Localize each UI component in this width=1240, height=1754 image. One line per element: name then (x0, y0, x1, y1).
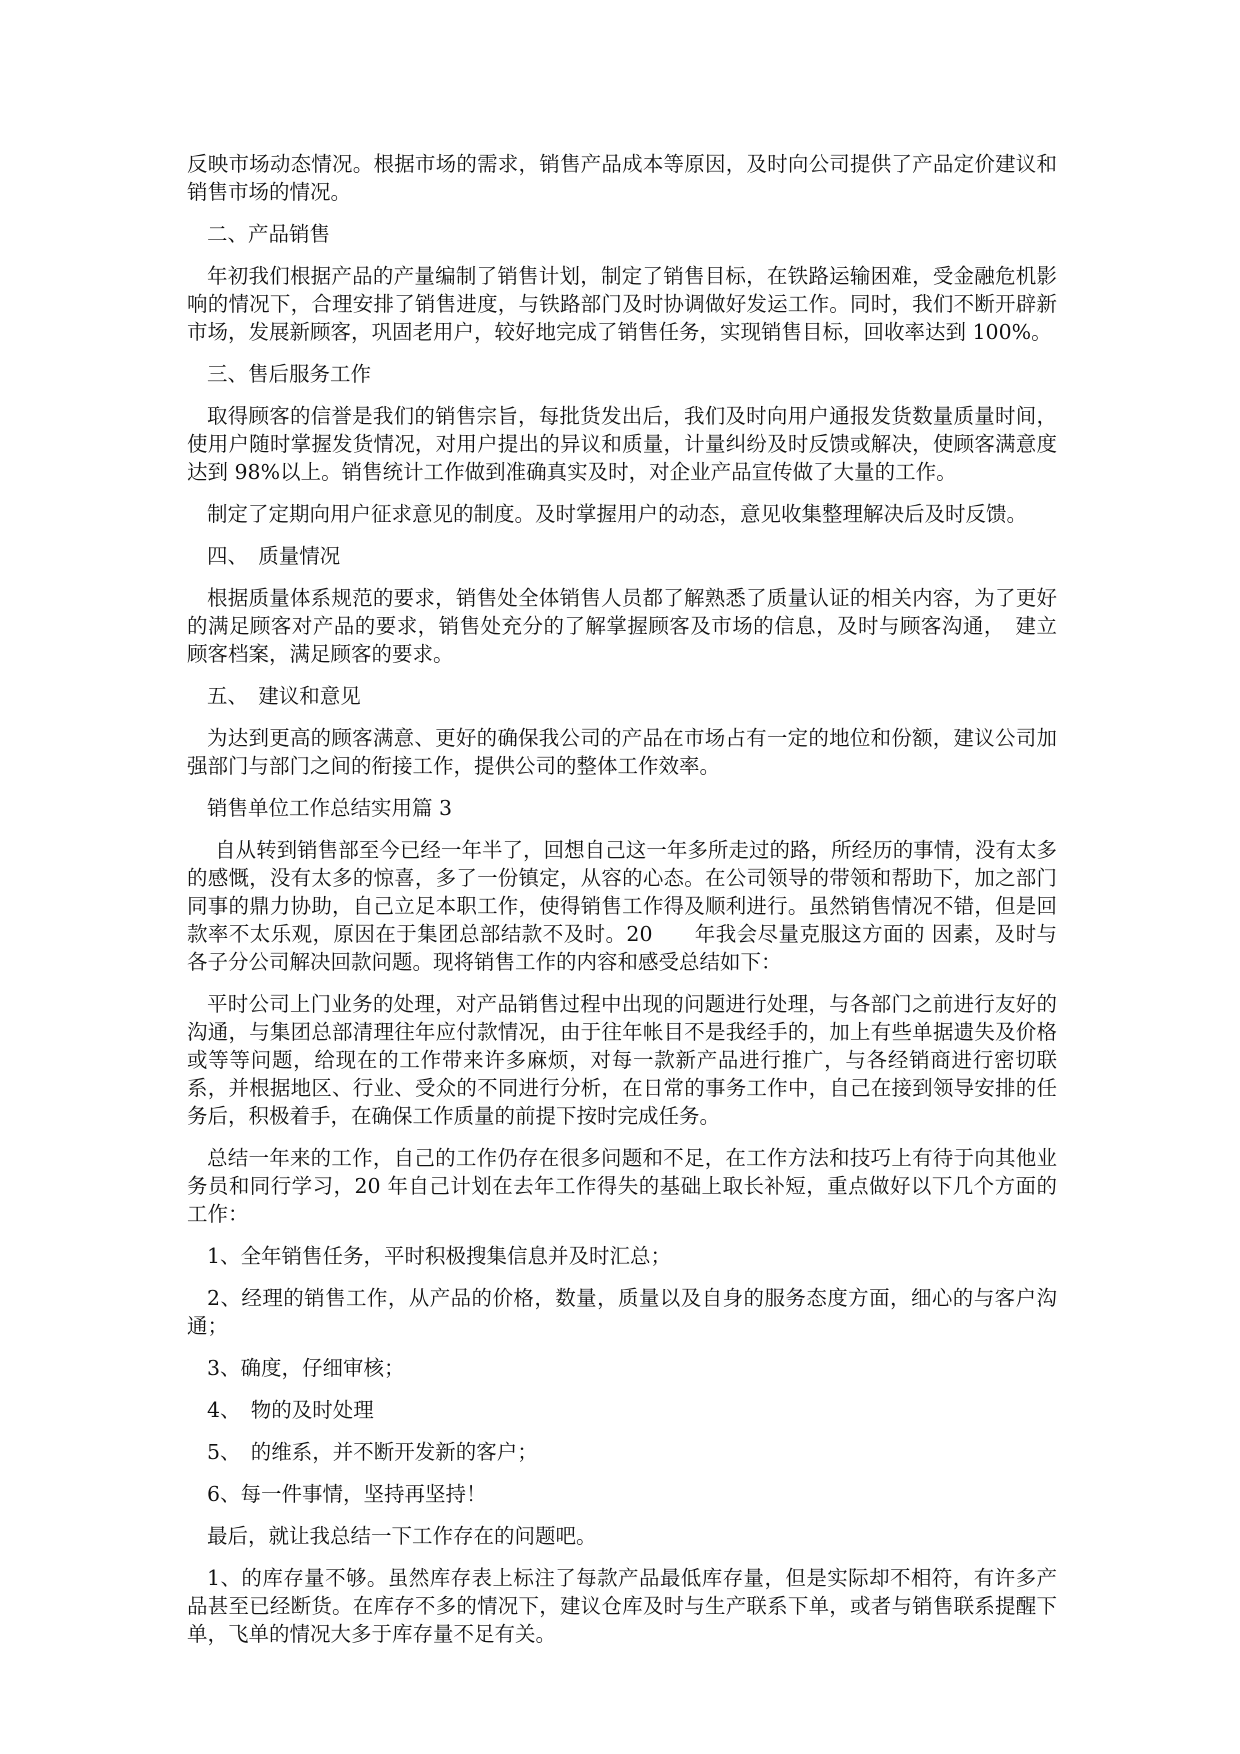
paragraph: 为达到更高的顾客满意、更好的确保我公司的产品在市场占有一定的地位和份额，建议公司加强部门与部门之间的衔接工作，提供公司的整体工作效率。 (187, 726, 1057, 778)
list-item: 4、 物的及时处理 (207, 1398, 374, 1422)
article-title: 销售单位工作总结实用篇 3 (207, 796, 453, 820)
paragraph: 总结一年来的工作，自己的工作仍存在很多问题和不足，在工作方法和技巧上有待于向其他业务员和同行学习，20 年自己计划在去年工作得失的基础上取长补短，重点做好以下几个方面的工作： (187, 1146, 1057, 1226)
list-item: 5、 的维系，并不断开发新的客户； (207, 1440, 538, 1464)
document-page (187, 150, 1057, 1662)
list-item: 1、的库存量不够。虽然库存表上标注了每款产品最低库存量，但是实际却不相符，有许多产品甚至已经断货。在库存不多的情况下，建议仓库及时与生产联系下单，或者与销售联系提醒下单，飞单的情况大多于库存量不足有关。 (187, 1566, 1057, 1646)
list-item: 1、全年销售任务，平时积极搜集信息并及时汇总； (207, 1244, 672, 1268)
paragraph: 年初我们根据产品的产量编制了销售计划，制定了销售目标，在铁路运输困难，受金融危机影响的情况下，合理安排了销售进度，与铁路部门及时协调做好发运工作。同时，我们不断开辟新市场，发展新顾客，巩固老用户，较好地完成了销售任务，实现销售目标，回收率达到 100%。 (187, 264, 1057, 344)
paragraph: 根据质量体系规范的要求，销售处全体销售人员都了解熟悉了质量认证的相关内容，为了更好的满足顾客对产品的要求，销售处充分的了解掌握顾客及市场的信息，及时与顾客沟通， 建立顾客档案，满足顾客的要求。 (187, 586, 1057, 666)
list-item: 3、确度，仔细审核； (207, 1356, 405, 1380)
list-item: 2、经理的销售工作，从产品的价格，数量，质量以及自身的服务态度方面，细心的与客户沟通； (187, 1286, 1057, 1338)
paragraph: 取得顾客的信誉是我们的销售宗旨，每批货发出后，我们及时向用户通报发货数量质量时间，使用户随时掌握发货情况，对用户提出的异议和质量，计量纠纷及时反馈或解决，使顾客满意度达到 98%以上。销售统计工作做到准确真实及时，对企业产品宣传做了大量的工作。 (187, 404, 1057, 484)
section-heading-suggestions: 五、 建议和意见 (207, 684, 361, 708)
section-heading-sales: 二、产品销售 (207, 222, 330, 246)
paragraph: 制定了定期向用户征求意见的制度。及时掌握用户的动态，意见收集整理解决后及时反馈。 (207, 502, 1027, 526)
section-heading-quality: 四、 质量情况 (207, 544, 341, 568)
section-heading-after-sales: 三、售后服务工作 (207, 362, 371, 386)
paragraph: 自从转到销售部至今已经一年半了，回想自己这一年多所走过的路，所经历的事情，没有太多的感慨，没有太多的惊喜，多了一份镇定，从容的心态。在公司领导的带领和帮助下，加之部门同事的鼎力协助，自己立足本职工作，使得销售工作得及顺利进行。虽然销售情况不错，但是回款率不太乐观，原因在于集团总部结款不及时。20 年我会尽量克服这方面的 因素，及时与各子分公司解决回款问题。现将销售工作的内容和感受总结如下： (187, 838, 1057, 974)
paragraph: 反映市场动态情况。根据市场的需求，销售产品成本等原因，及时向公司提供了产品定价建议和销售市场的情况。 (187, 152, 1057, 204)
paragraph: 最后，就让我总结一下工作存在的问题吧。 (207, 1524, 597, 1548)
list-item: 6、每一件事情，坚持再坚持！ (207, 1482, 487, 1506)
paragraph: 平时公司上门业务的处理，对产品销售过程中出现的问题进行处理，与各部门之前进行友好的沟通，与集团总部清理往年应付款情况，由于往年帐目不是我经手的，加上有些单据遗失及价格或等等问题，给现在的工作带来许多麻烦，对每一款新产品进行推广，与各经销商进行密切联系，并根据地区、行业、受众的不同进行分析，在日常的事务工作中，自己在接到领导安排的任务后，积极着手，在确保工作质量的前提下按时完成任务。 (187, 992, 1057, 1128)
